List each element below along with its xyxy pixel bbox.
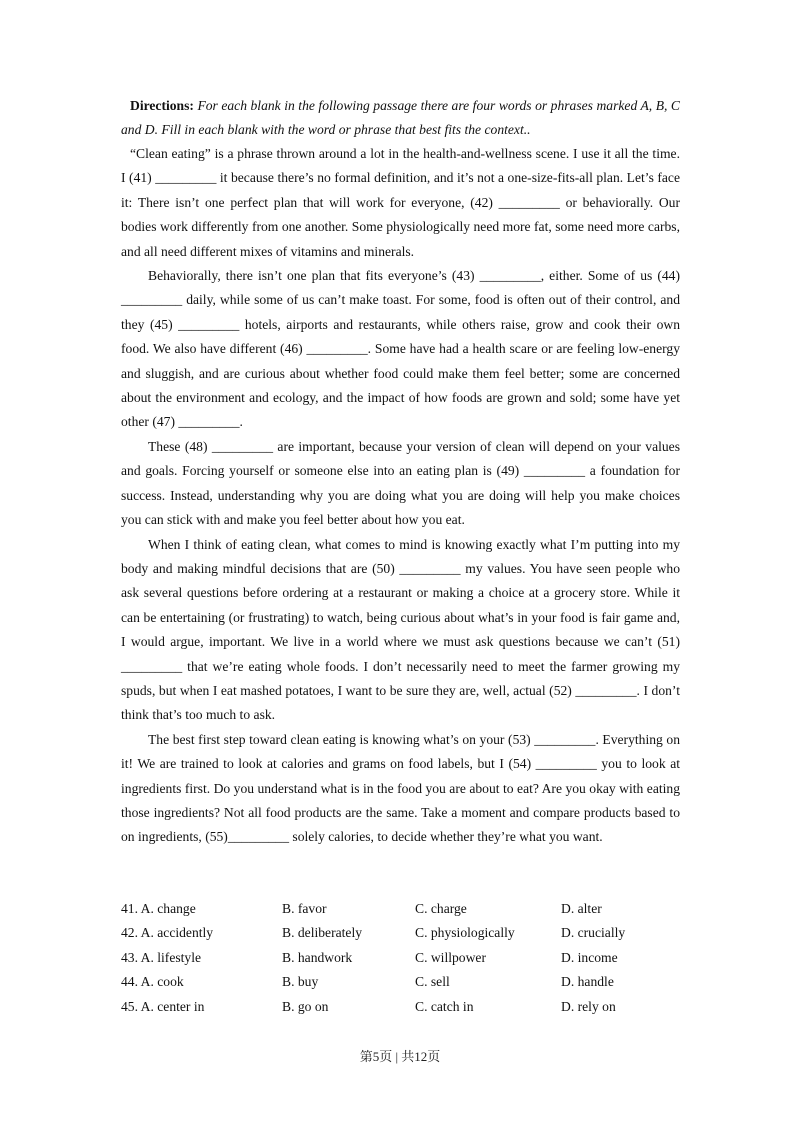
passage-paragraph-1: “Clean eating” is a phrase thrown around a lot in the health-and-wellness scene. I use it all the time. I (41) _________ it because there’s no formal definition, and it’s not a one-size-fits-all plan. Let’s face it: There isn’t one perfect plan that will work for everyone, (42) _________ or behaviorally. Our bodies work differently from one another. Some physiologically need more fat, some need more carbs, and all need different mixes of vitamins and minerals. [121,146,680,259]
directions-label: Directions: [130,98,194,113]
passage-paragraph-4: When I think of eating clean, what comes to mind is knowing exactly what I’m putting into my body and making mindful decisions that are (50) _________ my values. You have seen people who ask several questions before ordering at a restaurant or making a choice at a grocery store. While it can be entertaining (or frustrating) to watch, being curious about what’s in your food is fair game and, I would argue, important. We live in a world where we must ask questions because we can’t (51) _________ that we’re eating whole foods. I don’t necessarily need to meet the farmer growing my spuds, but when I eat mashed potatoes, I want to be sure they are, well, actual (52) _________. I don’t think that’s too much to ask. [121,536,680,723]
option-a: 44. A. cook [121,974,184,990]
option-c: C. willpower [415,949,486,965]
option-c: C. catch in [415,998,474,1014]
option-a: 45. A. center in [121,998,205,1014]
question-row-44 [121,970,681,994]
option-c: C. physiologically [415,925,515,941]
passage [121,142,680,850]
option-a: 41. A. change [121,901,196,916]
question-row-41 [121,897,681,921]
option-a: 42. A. accidently [121,925,214,941]
passage-paragraph-3: These (48) _________ are important, because your version of clean will depend on your values and goals. Forcing yourself or someone else into an eating plan is (49) _________ a foundation for success. Instead, understanding why you are doing what you are doing will help you make choices you can stick with and make you feel better about how you eat. [121,438,680,528]
option-b: B. buy [282,974,319,990]
option-b: B. favor [282,901,327,916]
passage-paragraph-2: Behaviorally, there isn’t one plan that fits everyone’s (43) _________, either. Some of us (44) _________ daily, while some of us can’t make toast. For some, food is often out of their control, and they (45) _________ hotels, airports and restaurants, while others raise, grow and cook their own food. We also have different (46) _________. Some have had a health scare or are feeling low-energy and sluggish, and are curious about whether food could make them feel better; some are concerned about the environment and ecology, and the impact of how foods are grown and sold; some have yet other (47) _________. [121,268,680,430]
question-row-43 [121,946,681,970]
question-row-42 [121,921,681,945]
option-d: D. crucially [561,925,626,941]
option-b: B. deliberately [282,925,363,941]
passage-paragraph-5: The best first step toward clean eating is knowing what’s on your (53) _________. Everything on it! We are trained to look at calories and grams on food labels, but I (54) _________ you to look at ingredients first. Do you understand what is in the food you are about to eat? Are you okay with eating those ingredients? Not all food products are the same. Take a moment and compare products based to on ingredients, (55)_________ solely calories, to decide whether they’re what you want. [121,731,680,845]
option-d: D. income [561,949,618,965]
option-a: 43. A. lifestyle [121,949,202,965]
page-footer: 第5页 | 共12页 [359,1049,441,1064]
directions [121,94,680,143]
option-d: D. handle [561,974,614,990]
option-d: D. rely on [561,998,616,1014]
question-row-45 [121,995,681,1019]
option-d: D. alter [561,901,602,916]
answer-options [121,897,681,1019]
option-b: B. go on [282,998,329,1014]
option-c: C. sell [415,974,450,990]
option-b: B. handwork [282,949,353,965]
option-c: C. charge [415,901,467,916]
directions-text: For each blank in the following passage there are four words or phrases marked A, B, C and D. Fill in each blank with the word or phrase that best fits the context.. [121,98,680,138]
